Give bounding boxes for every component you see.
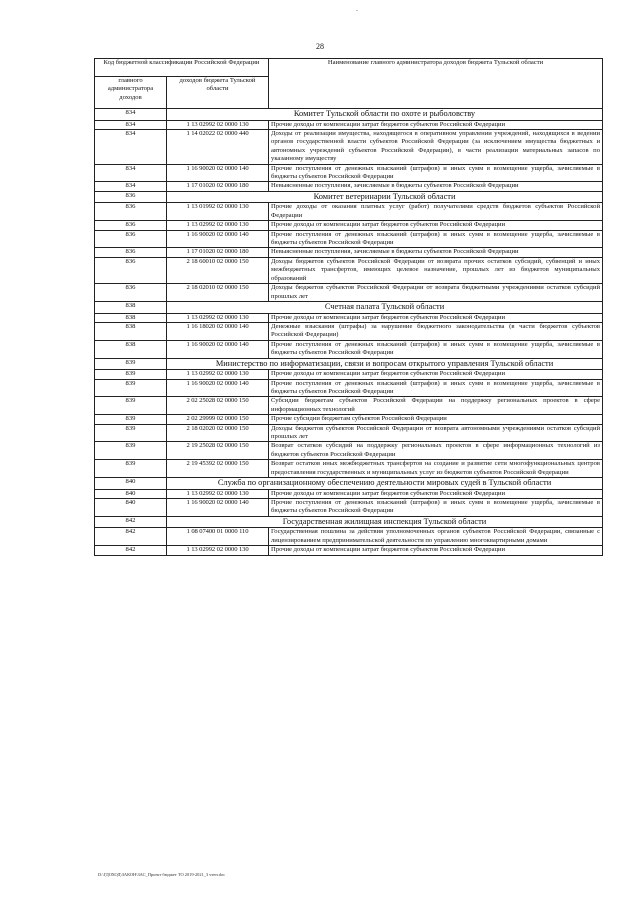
kbk-code-cell: 2 19 25028 02 0000 150 [167, 442, 269, 460]
kbk-code-cell: 1 13 01992 02 0000 130 [167, 203, 269, 221]
income-description-cell: Прочие доходы от компенсации затрат бюджетов субъектов Российской Федерации [269, 370, 603, 379]
kbk-code-cell: 2 18 02010 02 0000 150 [167, 284, 269, 302]
table-row [95, 460, 603, 478]
income-description-cell: Прочие доходы от компенсации затрат бюджетов субъектов Российской Федерации [269, 221, 603, 230]
table-row [95, 221, 603, 230]
table-row [95, 489, 603, 498]
income-description-cell: Субсидии бюджетам субъектов Российской Федерации на поддержку региональных проектов в сфере информационных технологий [269, 397, 603, 415]
admin-code-cell: 838 [95, 313, 167, 322]
income-description-cell: Прочие доходы от компенсации затрат бюджетов субъектов Российской Федерации [269, 120, 603, 129]
table-row [95, 164, 603, 182]
admin-code-cell: 834 [95, 182, 167, 191]
kbk-code-cell: 1 16 90020 02 0000 140 [167, 379, 269, 397]
admin-code-cell: 836 [95, 284, 167, 302]
table-row [95, 397, 603, 415]
admin-code-cell: 838 [95, 301, 167, 313]
table-row [95, 370, 603, 379]
table-row [95, 415, 603, 424]
section-title: Министерство по информатизации, связи и вопросам открытого управления Тульской области [167, 358, 603, 370]
admin-code-cell: 838 [95, 340, 167, 358]
admin-code-cell: 834 [95, 164, 167, 182]
kbk-code-cell: 2 19 45392 02 0000 150 [167, 460, 269, 478]
admin-code-cell: 840 [95, 489, 167, 498]
page-number: 28 [316, 42, 324, 51]
income-description-cell: Прочие доходы от компенсации затрат бюджетов субъектов Российской Федерации [269, 546, 603, 555]
section-header-row [95, 358, 603, 370]
section-title: Счетная палата Тульской области [167, 301, 603, 313]
kbk-code-cell: 2 18 02020 02 0000 150 [167, 424, 269, 442]
kbk-code-cell: 2 02 25028 02 0000 150 [167, 397, 269, 415]
section-title: Комитет Тульской области по охоте и рыболовству [167, 109, 603, 121]
kbk-code-cell: 1 16 90020 02 0000 140 [167, 230, 269, 248]
table-row [95, 248, 603, 257]
header-kbk-group: Код бюджетной классификации Российской Федерации [95, 59, 269, 77]
table-row [95, 120, 603, 129]
income-description-cell: Денежные взыскания (штрафы) за нарушение бюджетного законодательства (в части бюджетов субъектов Российской Федерации) [269, 322, 603, 340]
admin-code-cell: 840 [95, 478, 167, 490]
income-description-cell: Доходы бюджетов субъектов Российской Федерации от возврата автономными учреждениями остатков субсидий прошлых лет [269, 424, 603, 442]
income-description-cell: Невыясненные поступления, зачисляемые в бюджеты субъектов Российской Федерации [269, 248, 603, 257]
header-admin-column: главного администратора доходов [95, 77, 167, 109]
admin-code-cell: 838 [95, 322, 167, 340]
table-row [95, 379, 603, 397]
kbk-code-cell: 1 16 90020 02 0000 140 [167, 499, 269, 517]
admin-code-cell: 839 [95, 424, 167, 442]
admin-code-cell: 836 [95, 257, 167, 283]
table-row [95, 313, 603, 322]
income-description-cell: Прочие субсидии бюджетам субъектов Российской Федерации [269, 415, 603, 424]
admin-code-cell: 842 [95, 516, 167, 528]
admin-code-cell: 834 [95, 130, 167, 165]
table-row [95, 340, 603, 358]
file-path-footer: D:\ГДОХОД\ЗАКОН\ЗАС_Проект бюджет ТО 2019-2021_3 чтен.doc [98, 872, 226, 877]
admin-code-cell: 839 [95, 415, 167, 424]
income-description-cell: Прочие доходы от компенсации затрат бюджетов субъектов Российской Федерации [269, 313, 603, 322]
admin-code-cell: 836 [95, 203, 167, 221]
table-row [95, 182, 603, 191]
kbk-code-cell: 1 13 02992 02 0000 130 [167, 546, 269, 555]
income-description-cell: Государственная пошлина за действия уполномоченных органов субъектов Российской Федерации, связанные с лицензированием предпринимательской деятельности по управлению многоквартирными домами [269, 528, 603, 546]
revenue-administrators-table [94, 58, 603, 556]
header-income-column: доходов бюджета Тульской области [167, 77, 269, 109]
admin-code-cell: 839 [95, 370, 167, 379]
kbk-code-cell: 1 13 02992 02 0000 130 [167, 489, 269, 498]
table-row [95, 230, 603, 248]
admin-code-cell: 834 [95, 120, 167, 129]
income-description-cell: Прочие доходы от оказания платных услуг (работ) получателями средств бюджетов субъектов Российской Федерации [269, 203, 603, 221]
section-title: Служба по организационному обеспечению деятельности мировых судей в Тульской области [167, 478, 603, 490]
section-header-row [95, 191, 603, 203]
table-row [95, 528, 603, 546]
kbk-code-cell: 1 13 02992 02 0000 130 [167, 120, 269, 129]
admin-code-cell: 839 [95, 397, 167, 415]
kbk-code-cell: 1 13 02992 02 0000 130 [167, 221, 269, 230]
table-row [95, 499, 603, 517]
admin-code-cell: 839 [95, 442, 167, 460]
kbk-code-cell: 2 02 29999 02 0000 150 [167, 415, 269, 424]
kbk-code-cell: 1 17 01020 02 0000 180 [167, 182, 269, 191]
kbk-code-cell: 1 16 90020 02 0000 140 [167, 340, 269, 358]
kbk-code-cell: 1 16 90020 02 0000 140 [167, 164, 269, 182]
kbk-code-cell: 1 17 01020 02 0000 180 [167, 248, 269, 257]
table-row [95, 546, 603, 555]
section-title: Государственная жилищная инспекция Тульской области [167, 516, 603, 528]
kbk-code-cell: 1 16 18020 02 0000 140 [167, 322, 269, 340]
admin-code-cell: 839 [95, 460, 167, 478]
admin-code-cell: 836 [95, 191, 167, 203]
table-row [95, 424, 603, 442]
table-body [95, 109, 603, 556]
income-description-cell: Возврат остатков иных межбюджетных трансфертов на создание и развитие сети многофункциональных центров предоставления государственных и муниципальных услуг из бюджетов субъектов Российской Федерации [269, 460, 603, 478]
income-description-cell: Прочие поступления от денежных взысканий (штрафов) и иных сумм в возмещение ущерба, зачисляемые в бюджеты субъектов Российской Федерации [269, 499, 603, 517]
income-description-cell: Прочие поступления от денежных взысканий (штрафов) и иных сумм в возмещение ущерба, зачисляемые в бюджеты субъектов Российской Федерации [269, 379, 603, 397]
admin-code-cell: 836 [95, 230, 167, 248]
admin-code-cell: 839 [95, 358, 167, 370]
table-row [95, 130, 603, 165]
income-description-cell: Доходы бюджетов субъектов Российской Федерации от возврата бюджетными учреждениями остатков субсидий прошлых лет [269, 284, 603, 302]
kbk-code-cell: 1 13 02992 02 0000 130 [167, 370, 269, 379]
kbk-code-cell: 1 08 07400 01 0000 110 [167, 528, 269, 546]
section-header-row [95, 516, 603, 528]
section-header-row [95, 109, 603, 121]
admin-code-cell: 842 [95, 546, 167, 555]
kbk-code-cell: 2 18 60010 02 0000 150 [167, 257, 269, 283]
admin-code-cell: 840 [95, 499, 167, 517]
income-description-cell: Возврат остатков субсидий на поддержку региональных проектов в сфере информационных технологий из бюджетов субъектов Российской Федерации [269, 442, 603, 460]
income-description-cell: Прочие доходы от компенсации затрат бюджетов субъектов Российской Федерации [269, 489, 603, 498]
income-description-cell: Невыясненные поступления, зачисляемые в бюджеты субъектов Российской Федерации [269, 182, 603, 191]
admin-code-cell: 839 [95, 379, 167, 397]
income-description-cell: Доходы от реализации имущества, находящегося в оперативном управлении учреждений, находящихся в ведении органов государственной власти субъектов Российской Федерации (за исключением имущества бюджетных и автономных учреждений субъектов Российской Федерации), в части реализации материальных запасов по указанному имуществу [269, 130, 603, 165]
table-row [95, 322, 603, 340]
table-row [95, 284, 603, 302]
section-header-row [95, 478, 603, 490]
income-description-cell: Прочие поступления от денежных взысканий (штрафов) и иных сумм в возмещение ущерба, зачисляемые в бюджеты субъектов Российской Федерации [269, 340, 603, 358]
header-name-column: Наименование главного администратора доходов бюджета Тульской области [269, 59, 603, 109]
admin-code-cell: 834 [95, 109, 167, 121]
section-title: Комитет ветеринарии Тульской области [167, 191, 603, 203]
income-description-cell: Прочие поступления от денежных взысканий (штрафов) и иных сумм в возмещение ущерба, зачисляемые в бюджеты субъектов Российской Федерации [269, 164, 603, 182]
table-row [95, 203, 603, 221]
income-description-cell: Прочие поступления от денежных взысканий (штрафов) и иных сумм в возмещение ущерба, зачисляемые в бюджеты субъектов Российской Федерации [269, 230, 603, 248]
admin-code-cell: 842 [95, 528, 167, 546]
kbk-code-cell: 1 13 02992 02 0000 130 [167, 313, 269, 322]
top-mark: - [356, 8, 358, 14]
admin-code-cell: 836 [95, 248, 167, 257]
table-row [95, 257, 603, 283]
income-description-cell: Доходы бюджетов субъектов Российской Федерации от возврата прочих остатков субсидий, субвенций и иных межбюджетных трансфертов, имеющих целевое назначение, прошлых лет из бюджетов муниципальных образований [269, 257, 603, 283]
admin-code-cell: 836 [95, 221, 167, 230]
section-header-row [95, 301, 603, 313]
table-row [95, 442, 603, 460]
kbk-code-cell: 1 14 02022 02 0000 440 [167, 130, 269, 165]
